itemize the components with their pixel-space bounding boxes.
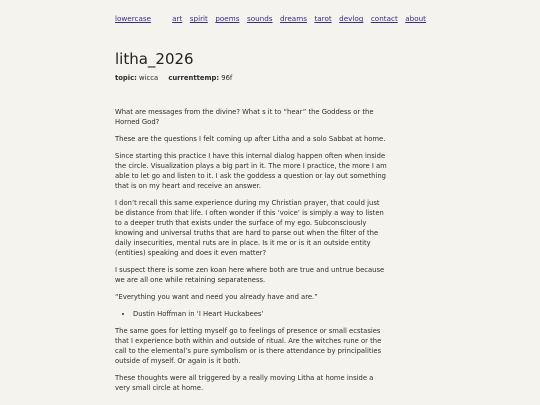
temperature-value: 96f xyxy=(221,74,233,82)
post-paragraph: The same goes for letting myself go to feelings of presence or small ecstasies that I experience both within and outside of ritual. Are the witches rune or the call to the elemental’s pure symbolism or is there attendance by principalities outside of myself. Or again is it both. xyxy=(115,327,382,365)
nav-link-devlog[interactable]: devlog xyxy=(339,14,364,23)
quote-attribution-list xyxy=(115,309,387,319)
nav-links xyxy=(167,13,426,25)
topic-meta xyxy=(115,74,160,82)
list-item: • Dustin Hoffman in ‘I Heart Huckabees’ xyxy=(133,309,387,319)
quote-paragraph: “Everything you want and need you already have and are.” xyxy=(115,293,318,301)
top-navigation xyxy=(115,13,426,25)
topic-label: topic: xyxy=(115,74,137,82)
post-paragraph: These thoughts were all triggered by a really moving Litha at home inside a very small circle at home. xyxy=(115,374,374,392)
post-paragraph: I suspect there is some zen koan here where both are true and untrue because we are all one while retaining separateness. xyxy=(115,266,385,284)
nav-link-dreams[interactable]: dreams xyxy=(280,14,307,23)
nav-link-spirit[interactable]: spirit xyxy=(189,14,208,23)
nav-link-poems[interactable]: poems xyxy=(215,14,240,23)
nav-link-about[interactable]: about xyxy=(405,14,426,23)
temperature-label: currenttemp: xyxy=(168,74,220,82)
post-meta xyxy=(115,73,387,83)
post-paragraph: I don’t recall this same experience during my Christian prayer, that could just be distance from that life. I often wonder if this ‘voice’ is simply a way to listen to a deeper truth that exists under the surface of my ego. Subconsciously knowing and universal truths that are hard to parse out when the filter of the daily insecurities, mental ruts are in place. Is it me or is it an outside entity (entities) speaking and does it even matter? xyxy=(115,199,384,257)
post-paragraph: These are the questions I felt coming up after Litha and a solo Sabbat at home. xyxy=(115,135,386,143)
nav-link-art[interactable]: art xyxy=(172,14,183,23)
post-paragraph: What are messages from the divine? What s it to “hear” the Goddess or the Horned God? xyxy=(115,108,374,126)
nav-link-sounds[interactable]: sounds xyxy=(246,14,273,23)
post xyxy=(115,48,387,400)
site-home-link[interactable]: lowercase xyxy=(115,14,152,23)
nav-link-tarot[interactable]: tarot xyxy=(314,14,332,23)
topic-value: wicca xyxy=(139,74,159,82)
nav-link-contact[interactable]: contact xyxy=(370,14,398,23)
post-title: litha_2026 xyxy=(115,50,194,68)
post-body xyxy=(115,107,387,393)
post-paragraph: Since starting this practice I have this internal dialog happen often when inside the circle. Visualization plays a big part in it. The more I practice, the more I am able to let go and listen to it. I ask the goddess a question or lay out something that is on my heart and receive an answer. xyxy=(115,152,387,190)
temperature-meta xyxy=(168,74,232,82)
